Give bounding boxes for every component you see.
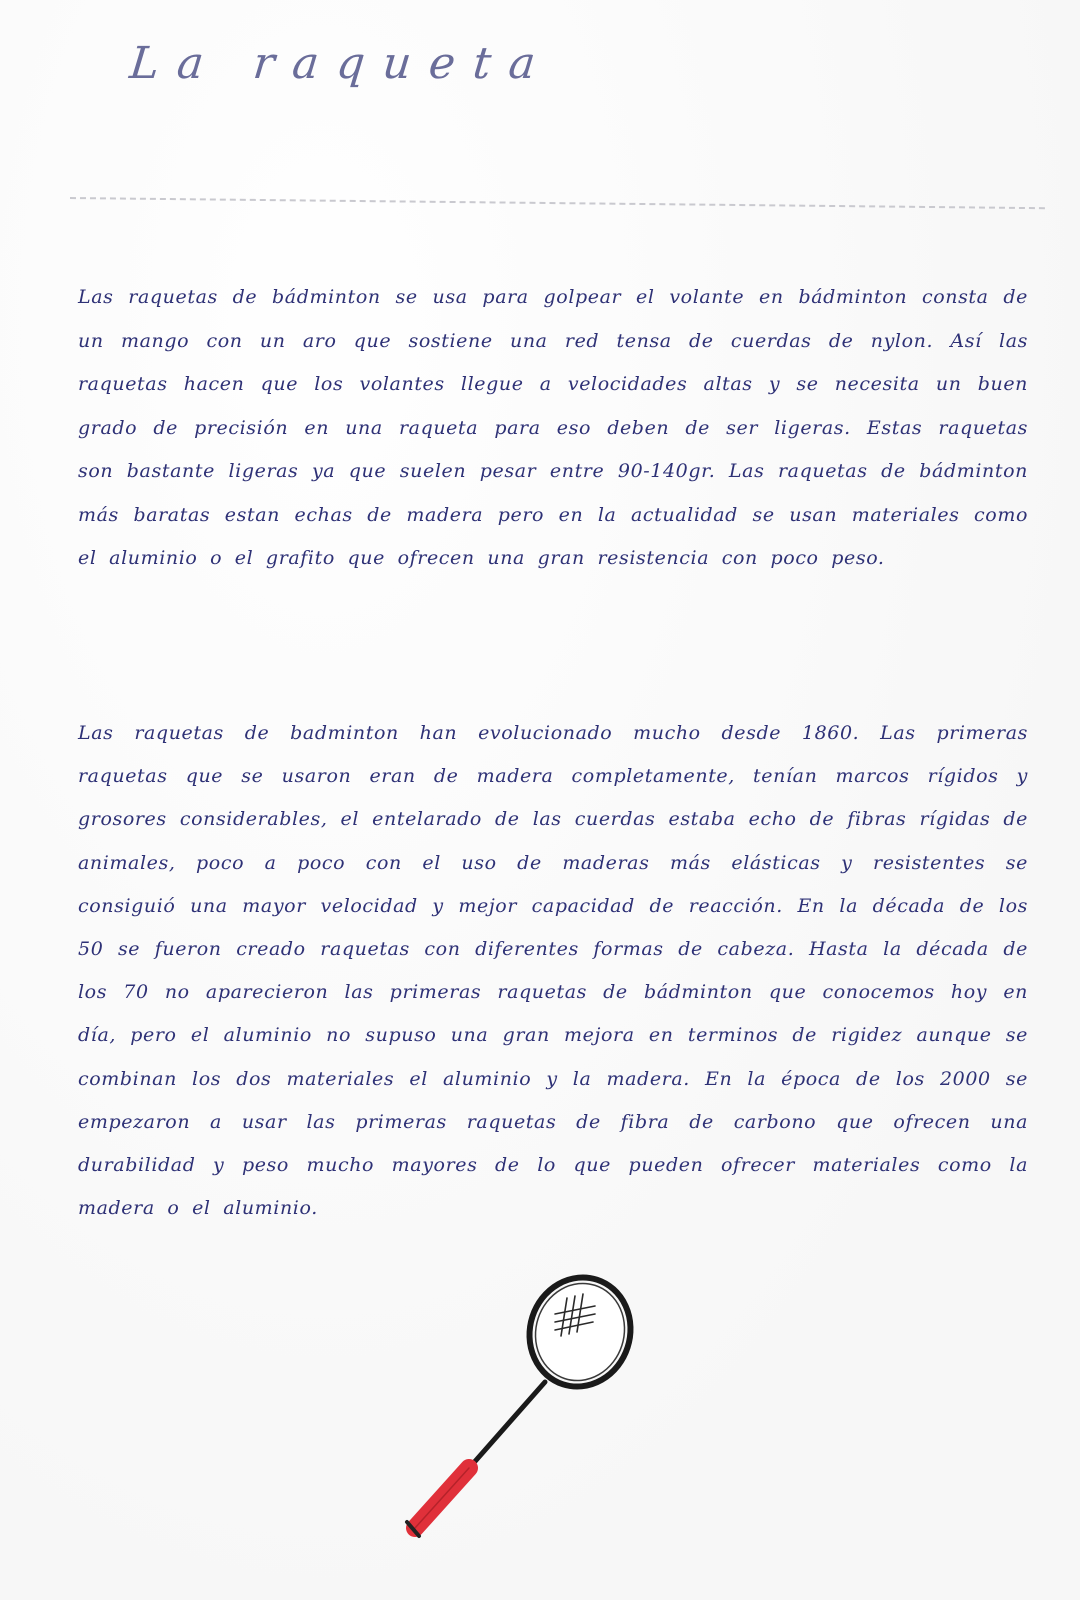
title-divider: [70, 197, 1045, 209]
paragraph-2: Las raquetas de badminton han evolucionado mucho desde 1860. Las primeras raquetas que se usaron eran de madera completamente, tenían marcos rígidos y grosores considerables, el entelarado de las cuerdas estaba echo de fibras rígidas de animales, poco a poco con el uso de maderas más elásticas y resistentes se consiguió una mayor velocidad y mejor capacidad de reacción. En la década de los 50 se fueron creado raquetas con diferentes formas de cabeza. Hasta la década de los 70 no aparecieron las primeras raquetas de bádminton que conocemos hoy en día, pero el aluminio no supuso una gran mejora en terminos de rigidez aunque se combinan los dos materiales el aluminio y la madera. En la época de los 2000 se empezaron a usar las primeras raquetas de fibra de carbono que ofrecen una durabilidad y peso mucho mayores de lo que pueden ofrecer materiales como la madera o el aluminio.: [78, 722, 1028, 1220]
badminton-racket-drawing: [395, 1270, 655, 1550]
paragraph-1: Las raquetas de bádminton se usa para golpear el volante en bádminton consta de un mango con un aro que sostiene una red tensa de cuerdas de nylon. Así las raquetas hacen que los volantes llegue a velocidades altas y se necesita un buen grado de precisión en una raqueta para eso deben de ser ligeras. Estas raquetas son bastante ligeras ya que suelen pesar entre 90-140gr. Las raquetas de bádminton más baratas estan echas de madera pero en la actualidad se usan materiales como el aluminio o el grafito que ofrecen una gran resistencia con poco peso.: [78, 286, 1028, 569]
racket-handle-outline: [415, 1468, 469, 1528]
racket-shaft: [463, 1382, 545, 1475]
racket-head-inner: [523, 1272, 637, 1392]
page-title: La raqueta: [127, 38, 556, 89]
